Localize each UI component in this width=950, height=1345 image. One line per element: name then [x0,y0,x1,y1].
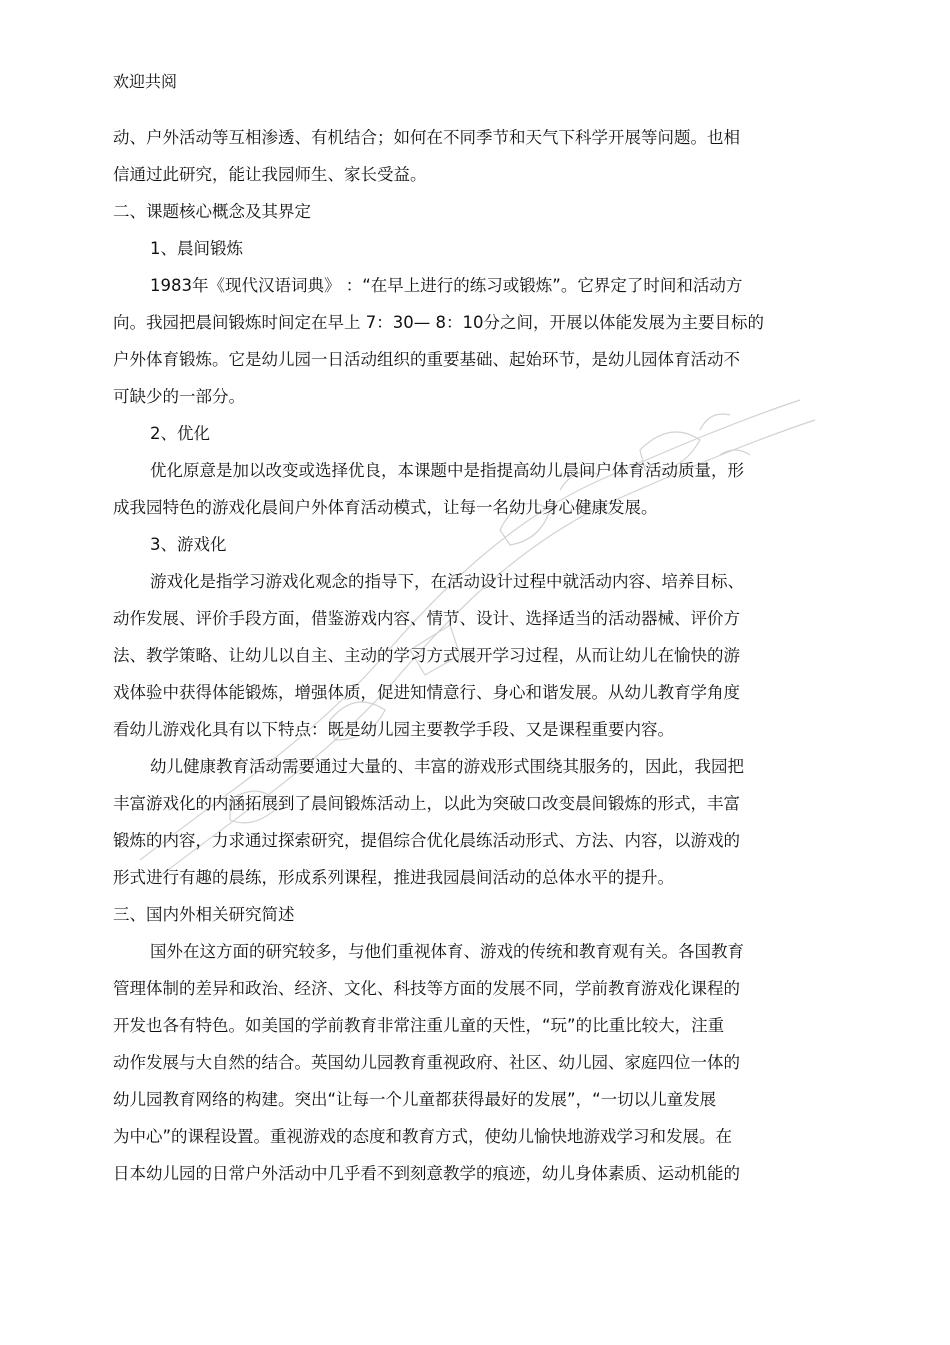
body-line: 游戏化是指学习游戏化观念的指导下，在活动设计过程中就活动内容、培养目标、 [150,572,744,591]
body-line: 信通过此研究，能让我园师生、家长受益。 [113,165,427,184]
body-line: 国外在这方面的研究较多，与他们重视体育、游戏的传统和教育观有关。各国教育 [150,942,744,961]
body-line: 优化原意是加以改变或选择优良，本课题中是指提高幼儿晨间户体育活动质量，形 [150,461,744,480]
body-line: 丰富游戏化的内涵拓展到了晨间锻炼活动上，以此为突破口改变晨间锻炼的形式，丰富 [113,794,740,813]
body-line: 开发也各有特色。如美国的学前教育非常注重儿童的天性，“玩”的比重比较大，注重 [113,1016,725,1035]
body-line: 动作发展与大自然的结合。英国幼儿园教育重视政府、社区、幼儿园、家庭四位一体的 [113,1053,740,1072]
body-line: 动、户外活动等互相渗透、有机结合；如何在不同季节和天气下科学开展等问题。也相 [113,128,740,147]
document-body [113,119,825,1192]
header-note: 欢迎共阅 [113,72,178,91]
section-heading: 三、国内外相关研究简述 [113,905,295,924]
body-line: 形式进行有趣的晨练，形成系列课程，推进我园晨间活动的总体水平的提升。 [113,868,674,887]
body-line: 幼儿园教育网络的构建。突出“让每一个儿童都获得最好的发展”，“一切以儿童发展 [113,1090,717,1109]
body-line: 成我园特色的游戏化晨间户外体育活动模式，让每一名幼儿身心健康发展。 [113,498,658,517]
body-line: 1983年《现代汉语词典》 ：“在早上进行的练习或锻炼”。它界定了时间和活动方 [150,276,743,295]
body-line: 可缺少的一部分。 [113,387,245,406]
body-line: 管理体制的差异和政治、经济、文化、科技等方面的发展不同，学前教育游戏化课程的 [113,979,740,998]
subsection-heading: 2、优化 [150,424,210,443]
body-line: 为中心”的课程设置。重视游戏的态度和教育方式，使幼儿愉快地游戏学习和发展。在 [113,1127,733,1146]
body-line: 看幼儿游戏化具有以下特点：既是幼儿园主要教学手段、又是课程重要内容。 [113,720,674,739]
body-line: 动作发展、评价手段方面，借鉴游戏内容、情节、设计、选择适当的活动器械、评价方 [113,609,740,628]
subsection-heading: 1、晨间锻炼 [150,239,243,258]
body-line: 戏体验中获得体能锻炼，增强体质，促进知情意行、身心和谐发展。从幼儿教育学角度 [113,683,740,702]
subsection-heading: 3、游戏化 [150,535,227,554]
body-line: 日本幼儿园的日常户外活动中几乎看不到刻意教学的痕迹，幼儿身体素质、运动机能的 [113,1164,740,1183]
body-line: 幼儿健康教育活动需要通过大量的、丰富的游戏形式围绕其服务的，因此，我园把 [150,757,744,776]
body-line: 向。我园把晨间锻炼时间定在早上 7：30— 8：10分之间，开展以体能发展为主要目标的 [113,313,764,332]
body-line: 法、教学策略、让幼儿以自主、主动的学习方式展开学习过程，从而让幼儿在愉快的游 [113,646,740,665]
body-line: 户外体育锻炼。它是幼儿园一日活动组织的重要基础、起始环节，是幼儿园体育活动不 [113,350,740,369]
body-line: 锻炼的内容，力求通过探索研究，提倡综合优化晨练活动形式、方法、内容，以游戏的 [113,831,740,850]
section-heading: 二、课题核心概念及其界定 [113,202,311,221]
